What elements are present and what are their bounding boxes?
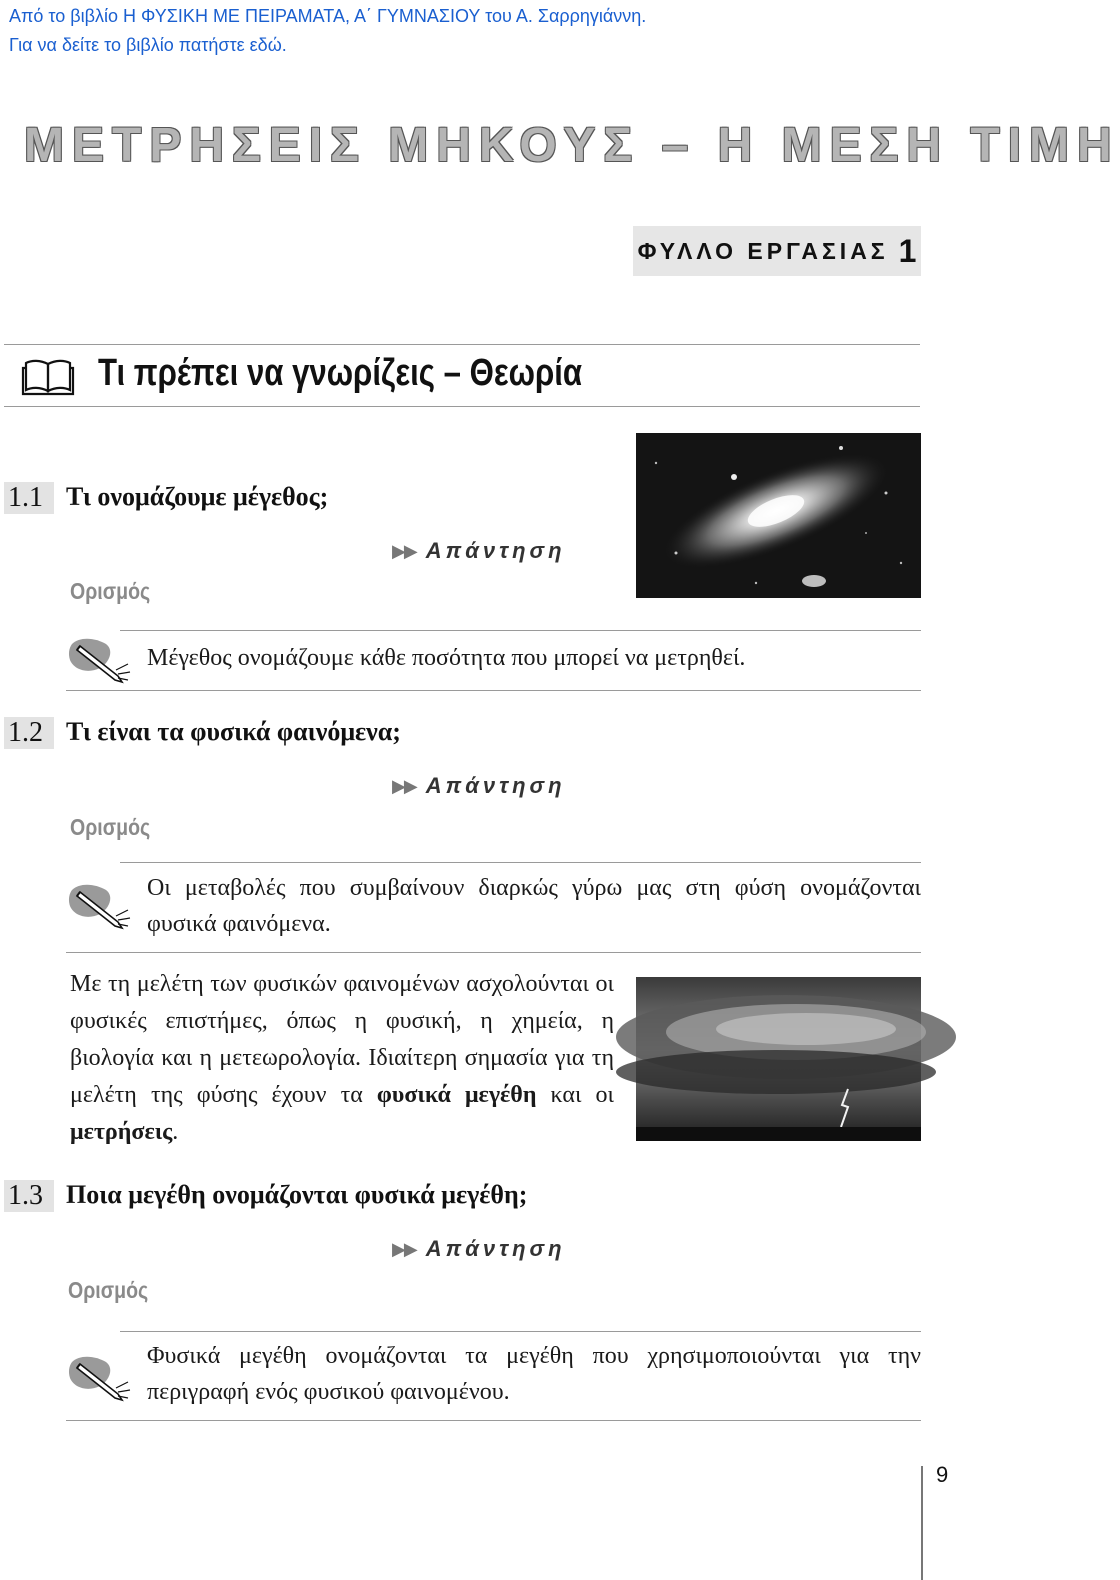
divider bbox=[66, 952, 921, 953]
source-book-text[interactable]: Από το βιβλίο Η ΦΥΣΙΚΗ ΜΕ ΠΕΙΡΑΜΑΤΑ, Α΄ ΓΥΜΝΑΣΙΟΥ του Α. Σαρρηγιάννη. bbox=[9, 6, 647, 26]
divider bbox=[4, 406, 920, 407]
pencil-note-icon bbox=[66, 880, 134, 932]
section-number: 1.2 bbox=[4, 717, 54, 749]
pencil-note-icon bbox=[66, 1352, 134, 1404]
theory-heading: Τι πρέπει να γνωρίζεις – Θεωρία bbox=[98, 352, 583, 394]
double-arrow-icon: ▶▶ bbox=[392, 1238, 416, 1259]
paragraph-text: . bbox=[172, 1119, 179, 1145]
page-margin-line bbox=[921, 1466, 923, 1580]
answer-label: Απάντηση bbox=[425, 773, 566, 798]
divider bbox=[4, 344, 920, 345]
body-paragraph bbox=[70, 966, 614, 1151]
definition-label: Ορισμός bbox=[70, 814, 151, 840]
chapter-title: ΜΕΤΡΗΣΕΙΣ ΜΗΚΟΥΣ – Η ΜΕΣΗ ΤΙΜΗ bbox=[24, 119, 1120, 172]
worksheet-label: ΦΥΛΛΟ ΕΡΓΑΣΙΑΣ bbox=[637, 237, 889, 264]
section-question: Τι είναι τα φυσικά φαινόμενα; bbox=[66, 717, 401, 746]
definition-label: Ορισμός bbox=[68, 1277, 149, 1303]
definition-label: Ορισμός bbox=[70, 578, 151, 604]
divider bbox=[66, 690, 921, 691]
galaxy-image bbox=[636, 433, 921, 598]
page-number: 9 bbox=[936, 1462, 949, 1487]
divider bbox=[120, 1331, 921, 1332]
pencil-note-icon bbox=[66, 634, 134, 686]
source-book-link[interactable]: Για να δείτε το βιβλίο πατήστε εδώ. bbox=[9, 35, 287, 55]
paragraph-text: και οι bbox=[536, 1082, 615, 1108]
divider bbox=[120, 630, 921, 631]
answer-heading bbox=[392, 773, 566, 799]
section-question: Τι ονομάζουμε μέγεθος; bbox=[66, 482, 329, 511]
definition-text: Οι μεταβολές που συμβαίνουν διαρκώς γύρω μας στη φύση ονομάζονται φυσικά φαινόμενα. bbox=[147, 875, 921, 937]
definition-text: Φυσικά μεγέθη ονομάζονται τα μεγέθη που χρησιμοποιούνται για την περιγραφή ενός φυσικού φαινομένου. bbox=[147, 1343, 921, 1405]
worksheet-number: 1 bbox=[898, 232, 917, 269]
section-number: 1.1 bbox=[4, 482, 54, 514]
divider bbox=[120, 862, 921, 863]
storm-image bbox=[636, 977, 921, 1141]
paragraph-bold-term: φυσικά μεγέθη bbox=[376, 1082, 537, 1108]
answer-heading bbox=[392, 1236, 566, 1262]
double-arrow-icon: ▶▶ bbox=[392, 775, 416, 796]
answer-heading bbox=[392, 538, 566, 564]
answer-label: Απάντηση bbox=[425, 538, 566, 563]
section-question: Ποια μεγέθη ονομάζονται φυσικά μεγέθη; bbox=[66, 1180, 528, 1209]
section-number: 1.3 bbox=[4, 1180, 54, 1212]
worksheet-badge bbox=[633, 226, 921, 276]
definition-text: Μέγεθος ονομάζουμε κάθε ποσότητα που μπορεί να μετρηθεί. bbox=[147, 645, 746, 671]
double-arrow-icon: ▶▶ bbox=[392, 540, 416, 561]
book-icon bbox=[22, 358, 74, 396]
paragraph-bold-term: μετρήσεις bbox=[70, 1119, 173, 1145]
paragraph-text: Με τη μελέτη των φυσικών φαινομένων ασχολούνται οι φυσικές επιστήμες, όπως η φυσική, η χημεία, η βιολογία και η μετεωρολογία. Ιδιαίτερη σημασία για τη μελέτη της φύσης έχουν τα bbox=[70, 971, 614, 1108]
divider bbox=[66, 1420, 921, 1421]
answer-label: Απάντηση bbox=[425, 1236, 566, 1261]
